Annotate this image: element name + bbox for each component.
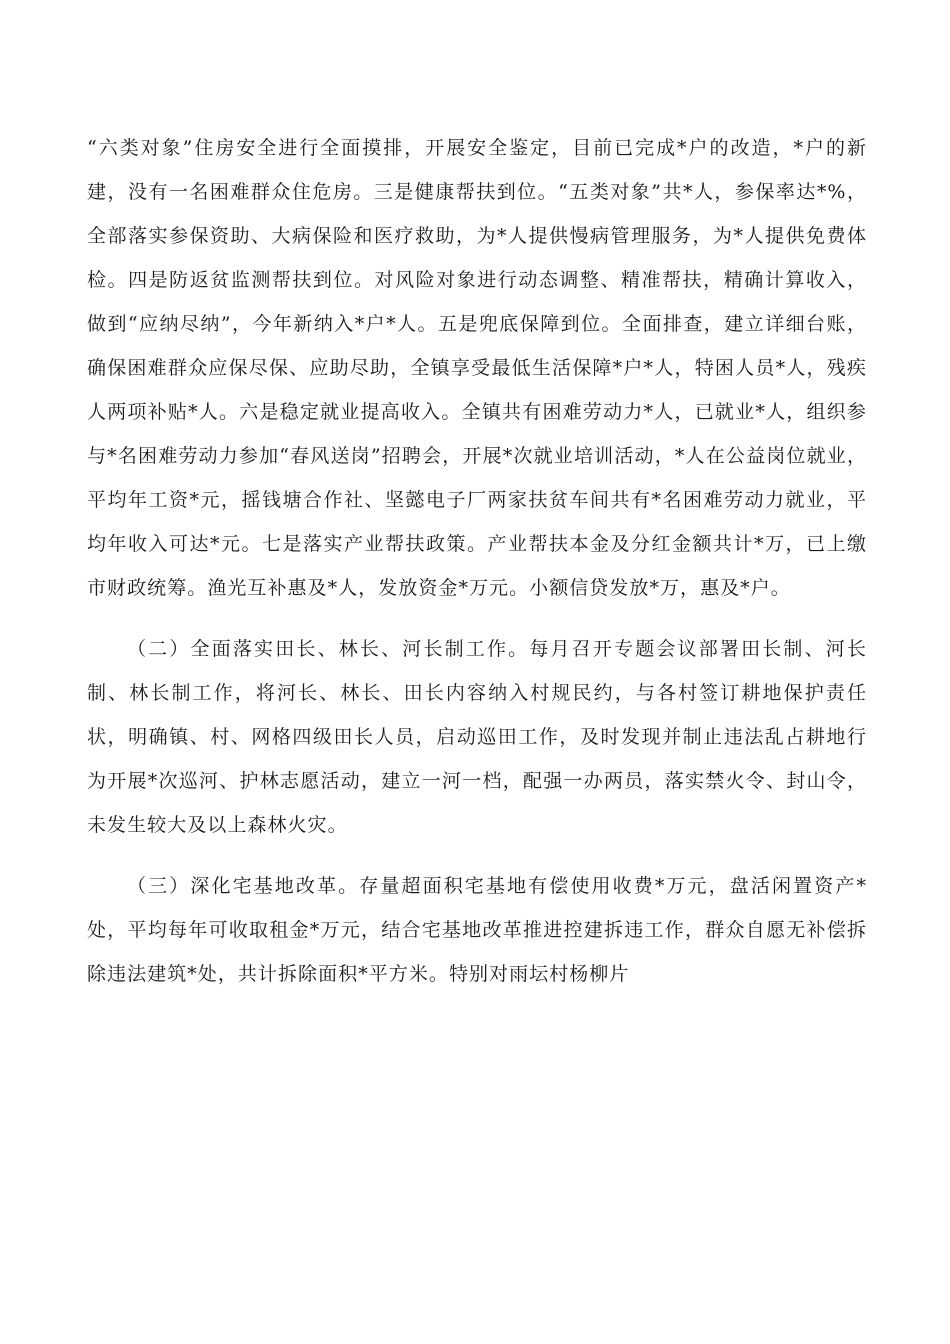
paragraph-homestead-reform: （三）深化宅基地改革。存量超面积宅基地有偿使用收费*万元，盘活闲置资产*处，平均每年可收取租金*万元，结合宅基地改革推进控建拆违工作，群众自愿无补偿拆除违法建筑*处，共计拆除面积*平方米。特别对雨坛村杨柳片 xyxy=(87,875,867,985)
paragraph-field-forest-river-chief: （二）全面落实田长、林长、河长制工作。每月召开专题会议部署田长制、河长制、林长制工作，将河长、林长、田长内容纳入村规民约，与各村签订耕地保护责任状，明确镇、村、网格四级田长人员，启动巡田工作，及时发现并制止违法乱占耕地行为开展*次巡河、护林志愿活动，建立一河一档，配强一办两员，落实禁火令、封山令，未发生较大及以上森林火灾。 xyxy=(87,638,867,836)
paragraph-poverty-alleviation-continued: “六类对象”住房安全进行全面摸排，开展安全鉴定，目前已完成*户的改造，*户的新建，没有一名困难群众住危房。三是健康帮扶到位。“五类对象”共*人，参保率达*%，全部落实参保资助、大病保险和医疗救助，为*人提供慢病管理服务，为*人提供免费体检。四是防返贫监测帮扶到位。对风险对象进行动态调整、精准帮扶，精确计算收入，做到“应纳尽纳”，今年新纳入*户*人。五是兜底保障到位。全面排查，建立详细台账，确保困难群众应保尽保、应助尽助，全镇享受最低生活保障*户*人，特困人员*人，残疾人两项补贴*人。六是稳定就业提高收入。全镇共有困难劳动力*人，已就业*人，组织参与*名困难劳动力参加“春风送岗”招聘会，开展*次就业培训活动，*人在公益岗位就业，平均年工资*元，摇钱塘合作社、坚懿电子厂两家扶贫车间共有*名困难劳动力就业，平均年收入可达*元。七是落实产业帮扶政策。产业帮扶本金及分红金额共计*万，已上缴市财政统筹。渔光互补惠及*人，发放资金*万元。小额信贷发放*万，惠及*户。 xyxy=(87,137,867,599)
document-body xyxy=(87,126,867,996)
